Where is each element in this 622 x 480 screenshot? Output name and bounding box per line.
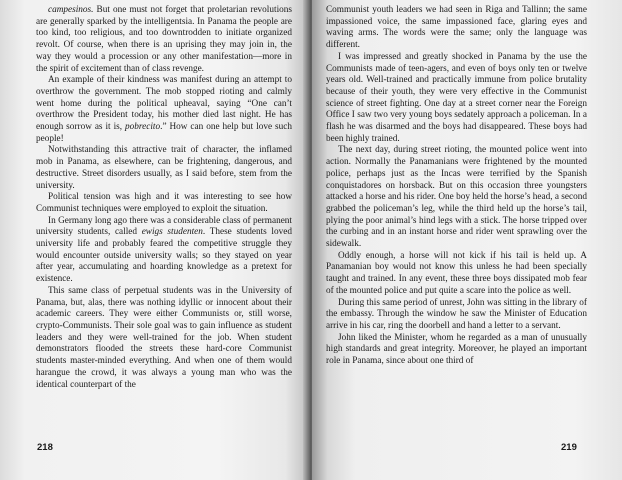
paragraph: This same class of perpetual students was in the University of Panama, but, alas, there was nothing idyllic or innocent about their academic careers. They were either Communists or, still worse, crypto-Communists. Their sole goal was to gain influence as student leaders and they were well-trained for the job. When student demonstrators flooded the streets these hard-core Communist students master-minded everything. And when one of them would harangue the crowd, it was always a young man who was the identical counterpart of the xyxy=(36,285,292,390)
paragraph: In Germany long ago there was a considerable class of permanent university students, called ewigs studenten. These students loved university life and probably feared the competitive struggle they would encounter outside university walls; so they stayed on year after year, accumulating and hoarding knowledge as a pretext for existence. xyxy=(36,215,292,285)
paragraph: During this same period of unrest, John was sitting in the library of the embassy. Through the window he saw the Minister of Education arrive in his car, ring the doorbell and hand a letter to a servant. xyxy=(326,297,587,331)
page-number: 218 xyxy=(37,442,53,453)
paragraph: I was impressed and greatly shocked in Panama by the use the Communists made of teen-agers, and even of boys only ten or twelve years old. Well-trained and practically immune from police brutality because of their youth, they were very effective in the Communist science of street fighting. One day at a street corner near the Foreign Office I saw two very young boys sedately approach a policeman. In a flash he was disarmed and the boys had disappeared. These boys had been highly trained. xyxy=(326,51,587,144)
paragraph: John liked the Minister, whom he regarded as a man of unusually high standards and great integrity. Moreover, he played an important role in Panama, since about one third of xyxy=(326,332,587,367)
italic-lead: campesinos. xyxy=(48,5,94,15)
paragraph: Political tension was high and it was interesting to see how Communist techniques were employed to exploit the situation. xyxy=(36,192,292,214)
italic-word: pobrecito xyxy=(125,122,161,133)
paragraph: The next day, during street rioting, the mounted police went into action. Normally the Panamanians were frightened by the mounted police, perhaps just as the Incas were terrified by the Spanish conquistadores on horsback. But on this occasion three youngsters attacked a horse and his rider. One boy held the horse’s head, a second grabbed the policeman’s leg, while the third held up the horse’s tail, plying the poor animal’s hind legs with a stick. The horse tripped over the curbing and in an instant horse and rider went sprawling over the sidewalk. xyxy=(326,145,587,250)
paragraph: Oddly enough, a horse will not kick if his tail is held up. A Panamanian boy would not know this unless he had been specially taught and trained. In any event, these three boys dissipated mob fear of the mounted police and put quite a scare into the police as well. xyxy=(326,250,587,296)
italic-word: ewigs studenten xyxy=(141,227,203,238)
left-page-body xyxy=(36,5,292,391)
right-page xyxy=(312,0,622,480)
page-number: 219 xyxy=(561,442,577,453)
left-page xyxy=(0,0,310,480)
paragraph: Communist youth leaders we had seen in Riga and Tallinn; the same impassioned voice, the same impassioned face, glaring eyes and waving arms. The words were the same; only the language was different. xyxy=(326,5,587,51)
paragraph: Notwithstanding this attractive trait of character, the inflamed mob in Panama, as elsewhere, can be frightening, dangerous, and destructive. Street disorders usually, as I said before, stem from the university. xyxy=(36,145,292,191)
paragraph: An example of their kindness was manifest during an attempt to overthrow the government. The mob stopped rioting and calmly went home during the political upheaval, saying “One can’t overthrow the President today, his mother died last night. He has enough sorrow as it is, pobrecito.” How can one help but love such people! xyxy=(36,75,292,144)
right-page-body xyxy=(326,5,587,368)
paragraph: campesinos. But one must not forget that proletarian revolutions are generally sparked by the intelligentsia. In Panama the people are too kind, too religious, and too downtrodden to initiate organized revolt. Of course, when there is an uprising they may join in, the way they would a procession or any other manifestation—more in the spirit of excitement than of class revenge. xyxy=(36,5,292,74)
